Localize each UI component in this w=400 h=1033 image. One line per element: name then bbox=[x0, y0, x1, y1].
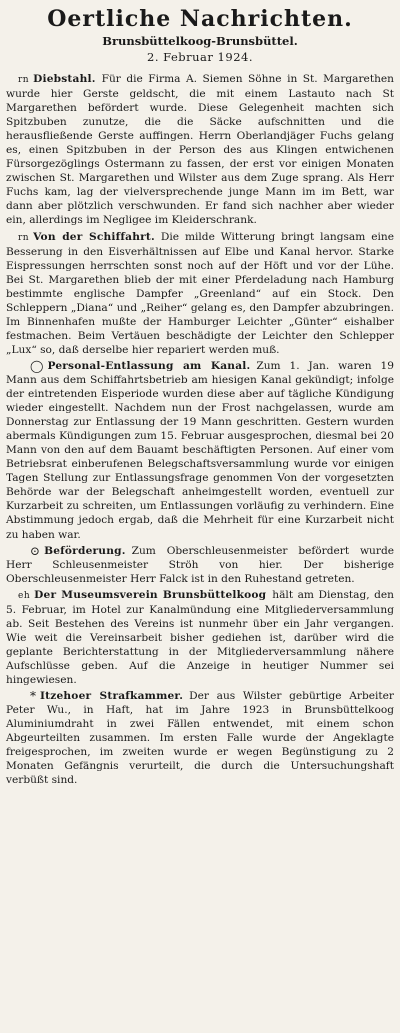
article-body: Für die Firma A. Siemen Söhne in St. Margarethen wurde hier Gerste geldscht, die mit einem Lastauto nach St Margarethen befördert wurde. Diese Gelegenheit machten sich Spitzbuben zunutze, die die Säcke aufschnitten und die herausfließende Gerste auffingen. Herrn Oberlandjäger Fuchs gelang es, einen Spitzbuben in der Person des aus Klingen entwichenen Fürsorgezöglings Ostermann zu fassen, der erst vor einigen Monaten zwischen St. Margarethen und Wilster aus dem Zuge sprang. Als Herr Fuchs kam, lag der vielversprechende junge Mann im im Bett, war dann aber plötzlich verschwunden. Er fand sich nachher aber wieder ein, allerdings im Negligee im Kleiderschrank. bbox=[6, 73, 394, 227]
author-mark: rn bbox=[18, 75, 30, 85]
section-title: Oertliche Nachrichten. bbox=[47, 6, 353, 32]
author-mark: rn bbox=[18, 232, 30, 243]
article-headline: Von der Schiffahrt. bbox=[33, 230, 155, 243]
author-mark: eh bbox=[18, 590, 31, 601]
article-headline: Itzehoer Strafkammer. bbox=[40, 690, 184, 703]
masthead bbox=[6, 6, 394, 65]
article-museumsverein bbox=[6, 588, 394, 687]
article-body: Die milde Witterung bringt langsam eine Besserung in den Eisverhältnissen auf Elbe und Kanal hervor. Starke Eispressungen herrschten sonst noch auf der Höft und vor der Lühe. Bei St. Margarethen blieb der mit einer Pferdeladung nach Hamburg bestimmte englische Dampfer „Greenland“ auf ein Stock. Den Schleppern „Diana“ und „Reiher“ gelang es, den Dampfer abzubringen. Im Binnenhafen mußte der Hamburger Leichter „Günter“ eishalber festmachen. Beim Vertäuen beschädigte der Leichter den Schlepper „Lux“ so, daß derselbe hier repariert werden muß. bbox=[6, 230, 394, 356]
article-body: Der aus Wilster gebürtige Arbeiter Peter Wu., in Haft, hat im Jahre 1923 in Brunsbüttelkoog Aluminiumdraht in zwei Fällen entwendet, mit einem schon Abgeurteilten zusammen. Im ersten Falle wurde der Angeklagte freigesprochen, im zweiten wurde er wegen Begünstigung zu 2 Monaten Gefängnis verurteilt, die durch die Untersuchungshaft verbüßt sind. bbox=[6, 690, 394, 787]
article-headline: Diebstahl. bbox=[33, 73, 96, 85]
article-body: hält am Dienstag, den 5. Februar, im Hotel zur Kanalmündung eine Mitgliederversammlung ab. Seit Bestehen des Vereins ist nunmehr über ein Jahr vergangen. Wie weit die Vereinsarbeit bisher gediehen ist, darüber wird die geplante Berichterstattung in der Mitgliederversammlung nähere Aufschlüsse geben. Auf die Anzeige in heutiger Nummer sei hingewiesen. bbox=[6, 588, 394, 686]
article-body: Zum Oberschleusenmeister befördert wurde Herr Schleusenmeister Ströh von hier. Der bisherige Oberschleusenmeister Herr Falck ist in den Ruhestand getreten. bbox=[6, 544, 394, 585]
article-befoerderung bbox=[6, 544, 394, 586]
asterisk-marker-icon: * bbox=[30, 689, 36, 704]
article-body: Zum 1. Jan. waren 19 Mann aus dem Schiffahrtsbetrieb am hiesigen Kanal gekündigt; infolge der eintretenden Eisperiode wurden diese aber auf tägliche Kündigung wieder eingestellt. Nachdem nun der Frost nachgelassen, wurde am Donnerstag zur Entlassung der 19 Mann geschritten. Gestern wurden abermals Kündigungen zum 15. Februar ausgesprochen, diesmal bei 20 Mann von den auf dem Bauamt beschäftigten Personen. Auf einer vom Betriebsrat einberufenen Belegschaftsversammlung wurde vor einigen Tagen Stellung zur Entlassungsfrage genommen Von der vorgesetzten Behörde war der Belegschaft anheimgestellt worden, eventuell zur Kurzarbeit zu schreiten, um Entlassungen vorläufig zu verhindern. Eine Abstimmung jedoch ergab, daß die Mehrheit für eine Kurzarbeit nicht zu haben war. bbox=[6, 359, 394, 541]
article-personal-entlassung bbox=[6, 359, 394, 542]
article-headline: Beförderung. bbox=[44, 544, 126, 557]
circle-marker-icon: ◯ bbox=[30, 358, 44, 373]
article-strafkammer bbox=[6, 689, 394, 787]
article-headline: Der Museumsverein Brunsbüttelkoog bbox=[34, 588, 267, 601]
article-headline: Personal-Entlassung am Kanal. bbox=[47, 359, 251, 372]
dateline-date: 2. Februar 1924. bbox=[147, 50, 253, 64]
dateline-place: Brunsbüttelkoog-Brunsbüttel. bbox=[102, 34, 298, 48]
dotted-circle-marker-icon: ⊙ bbox=[30, 543, 41, 558]
article-schiffahrt bbox=[6, 230, 394, 357]
article-diebstahl bbox=[6, 72, 394, 228]
